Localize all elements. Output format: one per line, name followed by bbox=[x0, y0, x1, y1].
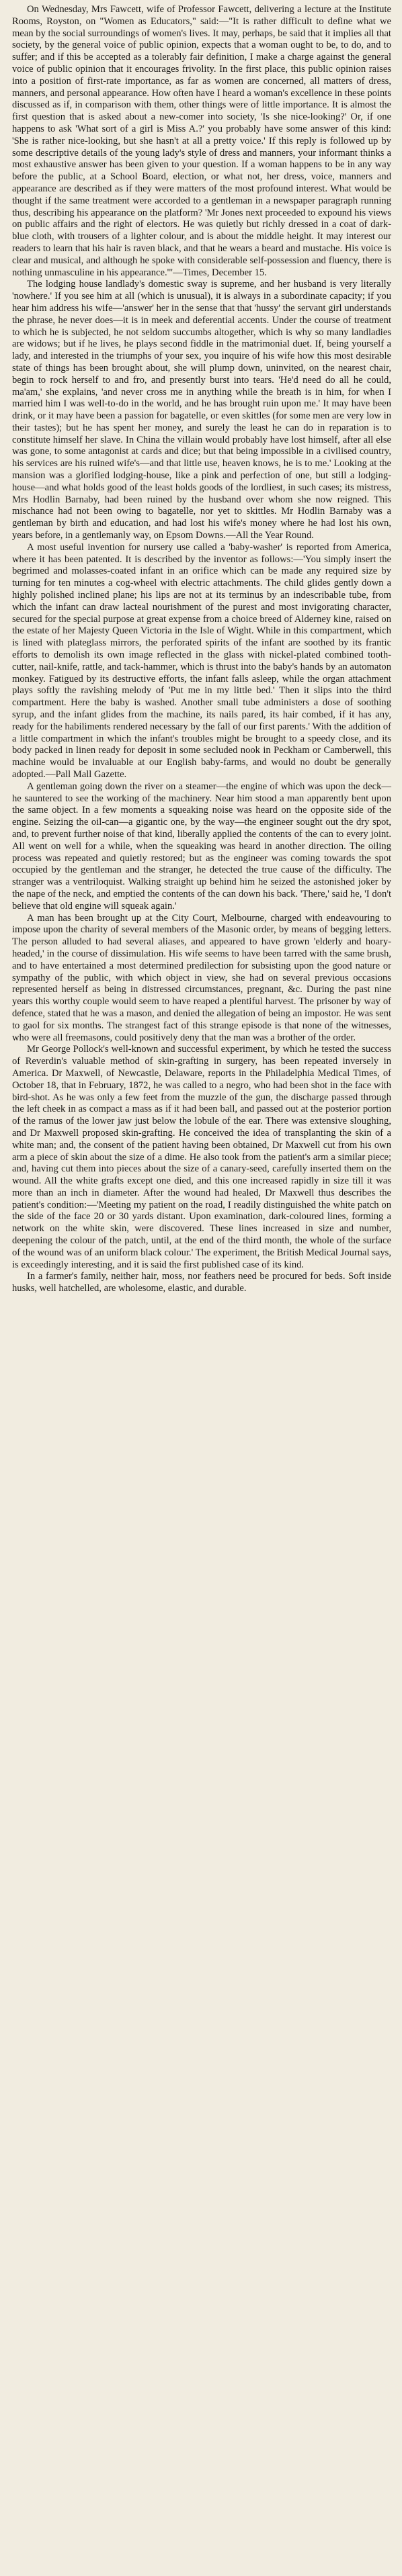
article-paragraph-fawcett: On Wednesday, Mrs Fawcett, wife of Professor Fawcett, delivering a lecture at the Institute Rooms, Royston, on "Women as Educators," said:—"It is rather difficult to define what we mean by the social surroundings of women's lives. It may, perhaps, be said that it implies all that society, by the general voice of public opinion, expects that a woman ought to be, to do, and to suffer; and if this be accepted as a tolerably fair definition, I make a charge against the general voice of public opinion that it encourages frivolity. In the first place, this public opinion raises into a position of first-rate importance, as far as women are concerned, all matters of dress, manners, and personal appearance. How often have I heard a woman's excellence in these points discussed as if, in comparison with them, other things were of little importance. It is almost the first question that is asked about a new-comer into society, 'Is she nice-looking?' Or, if one happens to ask 'What sort of a girl is Miss A.?' you probably have some answer of this kind: 'She is rather nice-looking, but she hasn't at all a pretty voice.' If this reply is followed up by some descriptive details of the young lady's style of dress and manners, your informant thinks a most exhaustive answer has been given to your question. If a woman happens to be in any way before the public, at a School Board, election, or what not, her dress, voice, manners and appearance are described as if they were matters of the most profound interest. What would be thought if the same treatment were accorded to a gentleman in a newspaper paragraph running thus, describing his appearance on the platform? 'Mr Jones next proceeded to expound his views on public affairs and the right of electors. He was quietly but richly dressed in a coat of dark-blue cloth, with trousers of a lighter colour, and is about the middle height. It may interest our readers to learn that his hair is raven black, and that he wears a beard and mustache. His voice is clear and musical, and although he spoke with considerable self-possession and fluency, there is nothing unmasculine in his appearance.'"—Times, December 15. bbox=[12, 4, 391, 278]
article-paragraph-skin-grafting: Mr George Pollock's well-known and successful experiment, by which he tested the success of Reverdin's valuable method of skin-grafting in surgery, has been repeated inversely in America. Dr Maxwell, of Newcastle, Delaware, reports in the Philadelphia Medical Times, of October 18, that in February, 1872, he was called to a negro, who had been shot in the face with bird-shot. As he was only a few feet from the muzzle of the gun, the discharge passed through the left cheek in as compact a mass as if it had been ball, and passed out at the posterior portion of the ramus of the lower jaw just below the lobule of the ear. There was extensive sloughing, and Dr Maxwell proposed skin-grafting. He conceived the idea of transplanting the skin of a white man; and, the consent of the patient having been obtained, Dr Maxwell cut from his own arm a piece of skin about the size of a dime. He also took from the patient's arm a similar piece; and, having cut them into pieces about the size of a canary-seed, carefully inserted them on the wound. All the white grafts except one died, and this one increased rapidly in size till it was more than an inch in diameter. After the wound had healed, Dr Maxwell thus describes the patient's condition:—'Meeting my patient on the road, I readily distinguished the white patch on the side of the face 20 or 30 yards distant. Upon examination, dark-coloured lines, forming a network on the white skin, were discovered. These lines increased in size and number, deepening the colour of the patch, until, at the end of the third month, the whole of the surface of the wound was of an uniform black colour.' The experiment, the British Medical Journal says, is exceedingly interesting, and it is said the first published case of its kind. bbox=[12, 1044, 391, 1270]
article-paragraph-melbourne: A man has been brought up at the City Court, Melbourne, charged with endeavouring to impose upon the charity of several members of the Masonic order, by means of begging letters. The person alluded to had several aliases, and appeared to have grown 'elderly and hoary-headed,' in the course of dissimulation. His wife seems to have been tarred with the same brush, and to have entertained a most determined predilection for subsisting upon the good nature or sympathy of the public, with which object in view, she had on several previous occasions represented herself as being in distressed circumstances, pregnant, &c. During the past nine years this worthy couple would seem to have reaped a plentiful harvest. The prisoner by way of defence, stated that he was a mason, and denied the allegation of being an impostor. He was sent to gaol for six months. The strangest fact of this strange episode is that none of the witnesses, who were all freemasons, could positively deny that the man was a brother of the order. bbox=[12, 912, 391, 1043]
article-paragraph-husks: In a farmer's family, neither hair, moss, nor feathers need be procured for beds. Soft inside husks, well hatchelled, are wholesome, elastic, and durable. bbox=[12, 1271, 391, 1294]
article-paragraph-baby-washer: A most useful invention for nursery use called a 'baby-washer' is reported from America, where it has been patented. It is described by the inventor as follows:—'You simply insert the begrimed and molasses-coated infant in an orifice which can be made any required size by turning for ten minutes a cog-wheel with electric attachments. The child glides gently down a highly polished inclined plane; his lips are not at its terminus by an indescribable tube, from which the infant can draw lacteal nourishment of the purest and most invigorating character, secured for the special purpose at great expense from a choice breed of Alderney kine, raised on the estate of her Majesty Queen Victoria in the Isle of Wight. While in this compartment, which is lined with plateglass mirrors, the perforated spirits of the infant are soothed by its frantic efforts to demolish its own image reflected in the glass with nickel-plated combined tooth-cutter, nail-knife, rattle, and tack-hammer, which is thrust into the baby's hands by an automaton monkey. Fatigued by its destructive efforts, the infant falls asleep, while the organ attachment plays softly the ravishing melody of 'Put me in my little bed.' Then it slips into the third compartment. Here the baby is washed. Another small tube administers a dose of soothing syrup, and the infant glides from the machine, its nails pared, its hair combed, if it has any, ready for the habiliments rendered necessary by the fall of our first parents.' With the addition of a little compartment in which the infant's troubles might be brought to a speedy close, and its body packed in linen ready for deposit in some secluded nook in Peckham or Camberwell, this machine would be invaluable at our English baby-farms, and would no doubt be generally adopted.—Pall Mall Gazette. bbox=[12, 541, 391, 780]
article-paragraph-landlady: The lodging house landlady's domestic sway is supreme, and her husband is very literally 'nowhere.' If you see him at all (which is unusual), it is always in a subordinate capacity; if you hear him address his wife—'answer' her in the sense that that 'hussy' the servant girl understands the phrase, he never does—it is in meek and deferential accents. Under the course of treatment to which he is subjected, he not seldom succumbs altogether, which is why so many landladies are widows; but if he lives, he plays second fiddle in the matrimonial duet. If, being yourself a lady, and interested in the triumphs of your sex, you inquire of his wife how this most desirable state of things has been brought about, she will plump down, uninvited, on the nearest chair, begin to rock herself to and fro, and presently burst into tears. 'He'd need do all he could, ma'am,' she explains, 'and never cross me in anything while the breath is in him, for when I married him I was well-to-do in the world, and he has brought ruin upon me.' It may have been drink, or it may have been a passion for bagatelle, or even skittles (for some men are very low in their tastes); but he has spent her money, and surely the least he can do in reparation is to constitute himself her slave. In China the villain would probably have lost himself, after all else was gone, to some antagonist at cards and dice; but that being impossible in a civilised country, his services are his ruined wife's—and that little use, heaven knows, he is to me.' Looking at the mansion was a glorified lodging-house, like a pink and perfection of one, but still a lodging-house—and what holds good of the least holds goods of the lordliest, in such cases; its mistress, Mrs Hodlin Barnaby, had been ruined by the husband over whom she now reigned. This mischance had not been owing to bagatelle, nor yet to skittles. Mr Hodlin Barnaby was a gentleman by birth and education, and had lost his wife's money where he had lost his own, years before, in a gentlemanly way, on Epsom Downs.—All the Year Round. bbox=[12, 279, 391, 541]
article-paragraph-ventriloquist: A gentleman going down the river on a steamer—the engine of which was upon the deck—he sauntered to see the working of the machinery. Near him stood a man apparently bent upon the same object. In a few moments a squeaking noise was heard on the opposite side of the engine. Seizing the oil-can—a gigantic one, by the way—the engineer sought out the dry spot, and, to prevent further noise of that kind, liberally applied the contents of the can to every joint. All went on well for a while, when the squeaking was heard in another direction. The oiling process was repeated and quietly restored; but as the engineer was coming towards the spot occupied by the gentleman and the stranger, he detected the true cause of the difficulty. The stranger was a ventriloquist. Walking straight up behind him he seized the astonished joker by the nape of the neck, and emptied the contents of the can down his back. 'There,' said he, 'I don't believe that old engine will squeak again.' bbox=[12, 781, 391, 912]
